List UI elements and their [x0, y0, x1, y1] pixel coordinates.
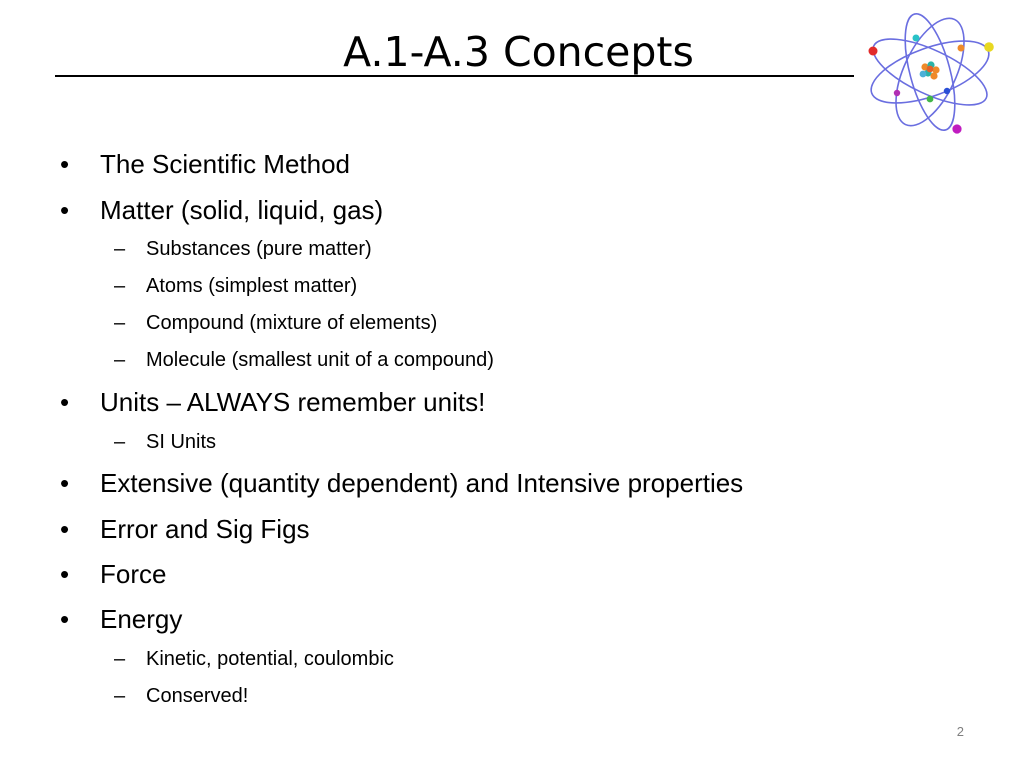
bullet-text: The Scientific Method: [100, 149, 351, 179]
sub-bullet-marker: –: [114, 275, 126, 297]
bullet-item: [60, 386, 486, 418]
bullet-text: Units – ALWAYS remember units!: [100, 387, 486, 417]
bullet-text: Error and Sig Figs: [100, 514, 310, 544]
bullet-item: [60, 148, 351, 180]
slide-number: 2: [956, 724, 964, 739]
sub-bullet-item: [114, 647, 394, 671]
bullet-marker: •: [60, 195, 70, 225]
bullet-marker: •: [60, 514, 70, 544]
sub-bullet-text: SI Units: [146, 431, 217, 453]
bullet-text: Matter (solid, liquid, gas): [100, 195, 384, 225]
bullet-marker: •: [60, 149, 70, 179]
bullet-marker: •: [60, 559, 70, 589]
sub-bullet-item: [114, 274, 358, 298]
sub-bullet-marker: –: [114, 648, 126, 670]
sub-bullet-text: Molecule (smallest unit of a compound): [146, 349, 494, 371]
sub-bullet-marker: –: [114, 685, 126, 707]
bullet-item: [60, 513, 310, 545]
bullet-marker: •: [60, 604, 70, 634]
sub-bullet-item: [114, 311, 438, 335]
bullet-text: Extensive (quantity dependent) and Intensive properties: [100, 468, 744, 498]
slide-title: A.1-A.3 Concepts: [343, 28, 694, 76]
bullet-text: Force: [100, 559, 167, 589]
bullet-item: [60, 558, 167, 590]
sub-bullet-text: Compound (mixture of elements): [146, 312, 438, 334]
sub-bullet-item: [114, 348, 494, 372]
bullet-item: [60, 467, 744, 499]
sub-bullet-text: Substances (pure matter): [146, 238, 372, 260]
sub-bullet-marker: –: [114, 238, 126, 260]
sub-bullet-marker: –: [114, 312, 126, 334]
sub-bullet-text: Atoms (simplest matter): [146, 275, 358, 297]
sub-bullet-item: [114, 684, 249, 708]
bullet-item: [60, 194, 384, 226]
sub-bullet-item: [114, 430, 217, 454]
bullet-marker: •: [60, 468, 70, 498]
bullet-item: [60, 603, 183, 635]
bullet-text: Energy: [100, 604, 183, 634]
sub-bullet-marker: –: [114, 349, 126, 371]
sub-bullet-marker: –: [114, 431, 126, 453]
sub-bullet-text: Kinetic, potential, coulombic: [146, 648, 394, 670]
sub-bullet-text: Conserved!: [146, 685, 249, 707]
sub-bullet-item: [114, 237, 372, 261]
bullet-marker: •: [60, 387, 70, 417]
